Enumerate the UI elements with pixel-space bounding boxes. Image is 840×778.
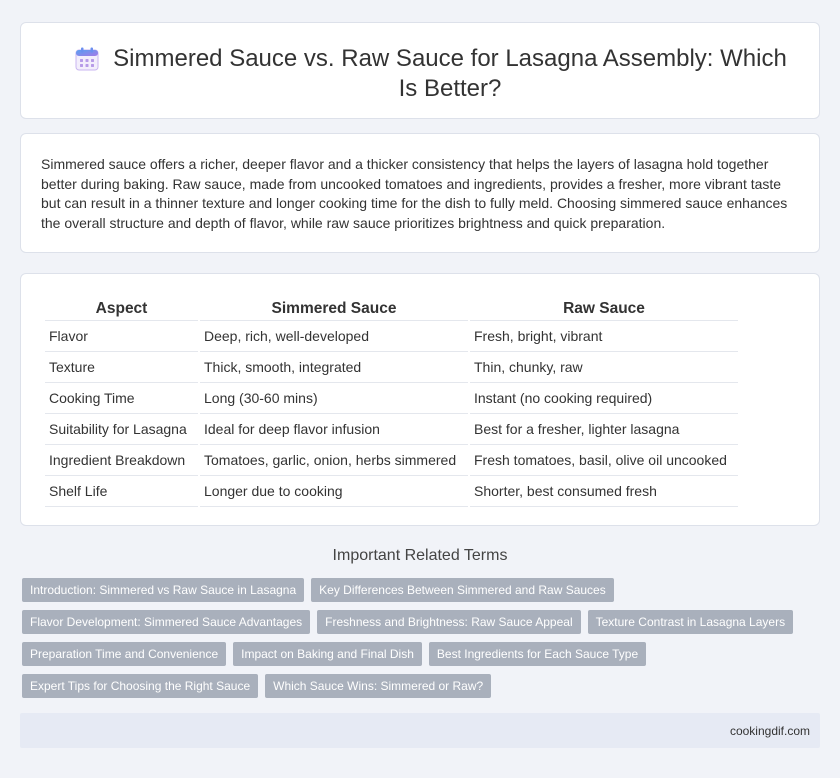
intro-paragraph: Simmered sauce offers a richer, deeper flavor and a thicker consistency that helps the layers of lasagna hold together better during baking. Raw sauce, made from uncooked tomatoes and ingredients, provides a fresher, more vibrant taste but can result in a thinner texture and longer cooking time for the dish to fully meld. Choosing simmered sauce enhances the overall structure and depth of flavor, while raw sauce prioritizes brightness and quick preparation. xyxy=(41,156,788,231)
related-term-tag[interactable]: Expert Tips for Choosing the Right Sauce xyxy=(22,674,258,698)
cell-raw: Fresh tomatoes, basil, olive oil uncooked xyxy=(470,445,738,476)
cell-raw: Thin, chunky, raw xyxy=(470,352,738,383)
table-row xyxy=(45,383,738,414)
cell-simmered: Longer due to cooking xyxy=(200,476,468,507)
related-term-tag[interactable]: Freshness and Brightness: Raw Sauce Appeal xyxy=(317,610,580,634)
related-term-tag[interactable]: Flavor Development: Simmered Sauce Advantages xyxy=(22,610,310,634)
cell-simmered: Long (30-60 mins) xyxy=(200,383,468,414)
cell-simmered: Tomatoes, garlic, onion, herbs simmered xyxy=(200,445,468,476)
cell-raw: Fresh, bright, vibrant xyxy=(470,321,738,352)
table-row xyxy=(45,445,738,476)
table-row xyxy=(45,414,738,445)
table-row xyxy=(45,321,738,352)
cell-simmered: Deep, rich, well-developed xyxy=(200,321,468,352)
cell-raw: Instant (no cooking required) xyxy=(470,383,738,414)
cell-raw: Shorter, best consumed fresh xyxy=(470,476,738,507)
cell-aspect: Cooking Time xyxy=(45,383,198,414)
header-simmered-sauce: Simmered Sauce xyxy=(200,295,468,321)
related-terms-list xyxy=(22,578,802,698)
header-aspect: Aspect xyxy=(45,295,198,321)
intro-card xyxy=(20,133,820,253)
cell-raw: Best for a fresher, lighter lasagna xyxy=(470,414,738,445)
cell-aspect: Flavor xyxy=(45,321,198,352)
related-term-tag[interactable]: Introduction: Simmered vs Raw Sauce in Lasagna xyxy=(22,578,304,602)
footer-site-link[interactable]: cookingdif.com xyxy=(729,724,810,738)
calendar-icon xyxy=(74,46,100,72)
cell-simmered: Ideal for deep flavor infusion xyxy=(200,414,468,445)
cell-aspect: Shelf Life xyxy=(45,476,198,507)
cell-aspect: Texture xyxy=(45,352,198,383)
title-card xyxy=(20,22,820,119)
comparison-table xyxy=(43,295,740,507)
table-row xyxy=(45,476,738,507)
cell-aspect: Suitability for Lasagna xyxy=(45,414,198,445)
cell-simmered: Thick, smooth, integrated xyxy=(200,352,468,383)
cell-aspect: Ingredient Breakdown xyxy=(45,445,198,476)
related-term-tag[interactable]: Key Differences Between Simmered and Raw Sauces xyxy=(311,578,614,602)
comparison-card xyxy=(20,273,820,526)
header-raw-sauce: Raw Sauce xyxy=(470,295,738,321)
related-term-tag[interactable]: Preparation Time and Convenience xyxy=(22,642,226,666)
related-terms-title: Important Related Terms xyxy=(332,547,508,564)
page-title: Simmered Sauce vs. Raw Sauce for Lasagna Assembly: Which Is Better? xyxy=(113,45,787,102)
footer xyxy=(20,713,820,748)
table-header-row xyxy=(45,295,738,321)
related-term-tag[interactable]: Texture Contrast in Lasagna Layers xyxy=(588,610,793,634)
related-term-tag[interactable]: Best Ingredients for Each Sauce Type xyxy=(429,642,646,666)
related-term-tag[interactable]: Which Sauce Wins: Simmered or Raw? xyxy=(265,674,491,698)
table-row xyxy=(45,352,738,383)
related-term-tag[interactable]: Impact on Baking and Final Dish xyxy=(233,642,422,666)
